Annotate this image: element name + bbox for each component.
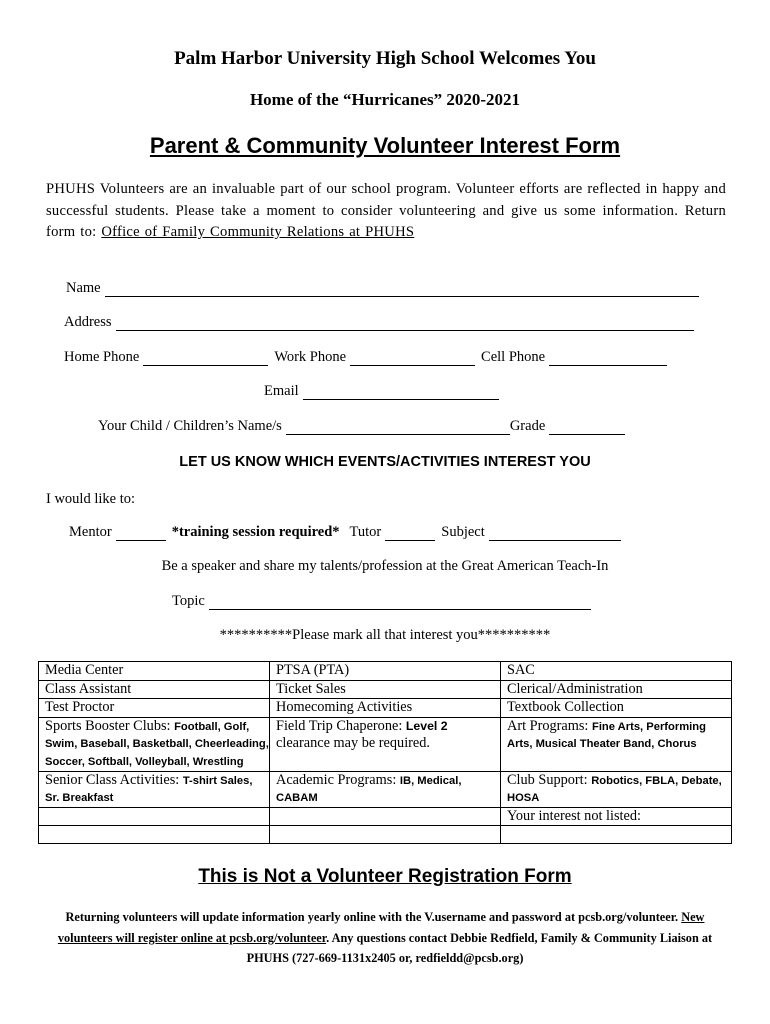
sports-booster-detail: Football, Golf, Swim, Baseball, Basketball, Cheerleading, Soccer, Softball, Volleyball, Wrestling bbox=[45, 720, 269, 768]
activities-heading: LET US KNOW WHICH EVENTS/ACTIVITIES INTEREST YOU bbox=[179, 454, 591, 470]
art-programs-detail: Fine Arts, Performing Arts, Musical Theater Band, Chorus bbox=[507, 720, 706, 751]
return-to-office: Office of Family Community Relations at PHUHS bbox=[101, 224, 415, 241]
school-welcome-title: Palm Harbor University High School Welcomes You bbox=[174, 48, 596, 69]
email-row bbox=[264, 383, 505, 400]
form-title: Parent & Community Volunteer Interest Form bbox=[149, 133, 621, 158]
address-blank[interactable] bbox=[116, 316, 694, 331]
academic-programs-label: Academic Programs: bbox=[276, 771, 400, 788]
child-names-label: Your Child / Children’s Name/s bbox=[98, 418, 282, 434]
table-cell[interactable] bbox=[39, 826, 270, 844]
table-row bbox=[39, 717, 732, 771]
table-cell[interactable]: Textbook Collection bbox=[501, 699, 732, 718]
email-label: Email bbox=[264, 383, 299, 399]
table-cell[interactable]: Your interest not listed: bbox=[501, 807, 732, 826]
table-row bbox=[39, 699, 732, 718]
table-cell[interactable] bbox=[501, 771, 732, 807]
home-phone-label: Home Phone bbox=[64, 349, 140, 365]
table-row bbox=[39, 662, 732, 681]
table-cell[interactable]: PTSA (PTA) bbox=[270, 662, 501, 681]
mark-all-text: **********Please mark all that interest you********** bbox=[219, 627, 551, 643]
interest-table bbox=[38, 661, 732, 844]
address-row bbox=[64, 314, 700, 331]
tutor-label: Tutor bbox=[349, 524, 382, 540]
training-note: *training session required* bbox=[171, 524, 340, 540]
speaker-text: Be a speaker and share my talents/profession at the Great American Teach-In bbox=[161, 558, 609, 574]
table-row bbox=[39, 807, 732, 826]
table-row bbox=[39, 680, 732, 699]
mark-all-row bbox=[0, 627, 770, 644]
tutor-blank[interactable] bbox=[385, 526, 435, 541]
table-cell[interactable]: SAC bbox=[501, 662, 732, 681]
home-phone-blank[interactable] bbox=[143, 351, 268, 366]
topic-label: Topic bbox=[172, 593, 205, 609]
grade-label: Grade bbox=[509, 418, 546, 434]
field-trip-level: Level 2 bbox=[405, 718, 448, 733]
table-cell[interactable] bbox=[270, 807, 501, 826]
mentor-label: Mentor bbox=[69, 524, 112, 540]
club-support-detail: Robotics, FBLA, Debate, HOSA bbox=[507, 774, 722, 805]
register-link[interactable]: New volunteers will register online at pcsb.org/volunteer bbox=[57, 910, 705, 945]
topic-blank[interactable] bbox=[209, 595, 591, 610]
subject-blank[interactable] bbox=[489, 526, 621, 541]
footer-text-a: Returning volunteers will update information yearly online with the V.username and password at pcsb.org/volunteer. bbox=[65, 910, 682, 924]
children-row bbox=[98, 418, 631, 435]
table-row bbox=[39, 826, 732, 844]
art-programs-label: Art Programs: bbox=[507, 717, 592, 734]
cell-phone-blank[interactable] bbox=[549, 351, 667, 366]
work-phone-label: Work Phone bbox=[274, 349, 347, 365]
name-blank[interactable] bbox=[105, 282, 699, 297]
mentor-row bbox=[69, 524, 627, 541]
table-cell[interactable] bbox=[270, 717, 501, 771]
table-cell[interactable]: Media Center bbox=[39, 662, 270, 681]
intro-paragraph bbox=[46, 179, 726, 244]
table-cell[interactable] bbox=[501, 826, 732, 844]
table-cell[interactable]: Clerical/Administration bbox=[501, 680, 732, 699]
table-cell[interactable]: Ticket Sales bbox=[270, 680, 501, 699]
not-registration-notice: This is Not a Volunteer Registration Form bbox=[198, 866, 572, 887]
senior-class-label: Senior Class Activities: bbox=[45, 771, 183, 788]
child-names-blank[interactable] bbox=[286, 420, 510, 435]
speaker-row bbox=[0, 558, 770, 575]
footer-paragraph bbox=[40, 907, 730, 969]
name-row bbox=[66, 280, 705, 297]
email-blank[interactable] bbox=[303, 385, 499, 400]
club-support-label: Club Support: bbox=[507, 771, 592, 788]
name-label: Name bbox=[66, 280, 101, 296]
work-phone-blank[interactable] bbox=[350, 351, 475, 366]
table-cell[interactable] bbox=[501, 717, 732, 771]
table-row bbox=[39, 771, 732, 807]
sports-booster-label: Sports Booster Clubs: bbox=[45, 717, 175, 734]
table-cell[interactable] bbox=[39, 807, 270, 826]
subject-label: Subject bbox=[441, 524, 485, 540]
phone-row bbox=[64, 349, 673, 366]
table-cell[interactable]: Homecoming Activities bbox=[270, 699, 501, 718]
academic-programs-detail: IB, Medical, CABAM bbox=[276, 774, 462, 805]
i-would-like-text: I would like to: bbox=[46, 491, 136, 507]
senior-class-detail: T-shirt Sales, Sr. Breakfast bbox=[45, 774, 253, 805]
grade-blank[interactable] bbox=[549, 420, 625, 435]
field-trip-label: Field Trip Chaperone: bbox=[276, 717, 406, 734]
address-label: Address bbox=[64, 314, 112, 330]
table-cell[interactable] bbox=[39, 771, 270, 807]
i-would-like-label bbox=[46, 491, 135, 508]
field-trip-clearance: clearance may be required. bbox=[276, 735, 430, 752]
footer-text-b: . Any questions contact Debbie Redfield, Family & Community Liaison at PHUHS (727-669-1131x2405 or, redfieldd@pcsb.org) bbox=[246, 930, 713, 965]
topic-row bbox=[172, 593, 597, 610]
table-cell[interactable]: Test Proctor bbox=[39, 699, 270, 718]
mentor-blank[interactable] bbox=[116, 526, 166, 541]
school-year-subtitle: Home of the “Hurricanes” 2020-2021 bbox=[249, 90, 521, 109]
table-cell[interactable] bbox=[270, 826, 501, 844]
table-cell[interactable] bbox=[39, 717, 270, 771]
intro-text: PHUHS Volunteers are an invaluable part of our school program. Volunteer efforts are reflected in happy and successful students. Please take a moment to consider volunteering and give us some information. Return form to: bbox=[46, 181, 726, 241]
cell-phone-label: Cell Phone bbox=[481, 349, 546, 365]
table-cell[interactable] bbox=[270, 771, 501, 807]
table-cell[interactable]: Class Assistant bbox=[39, 680, 270, 699]
